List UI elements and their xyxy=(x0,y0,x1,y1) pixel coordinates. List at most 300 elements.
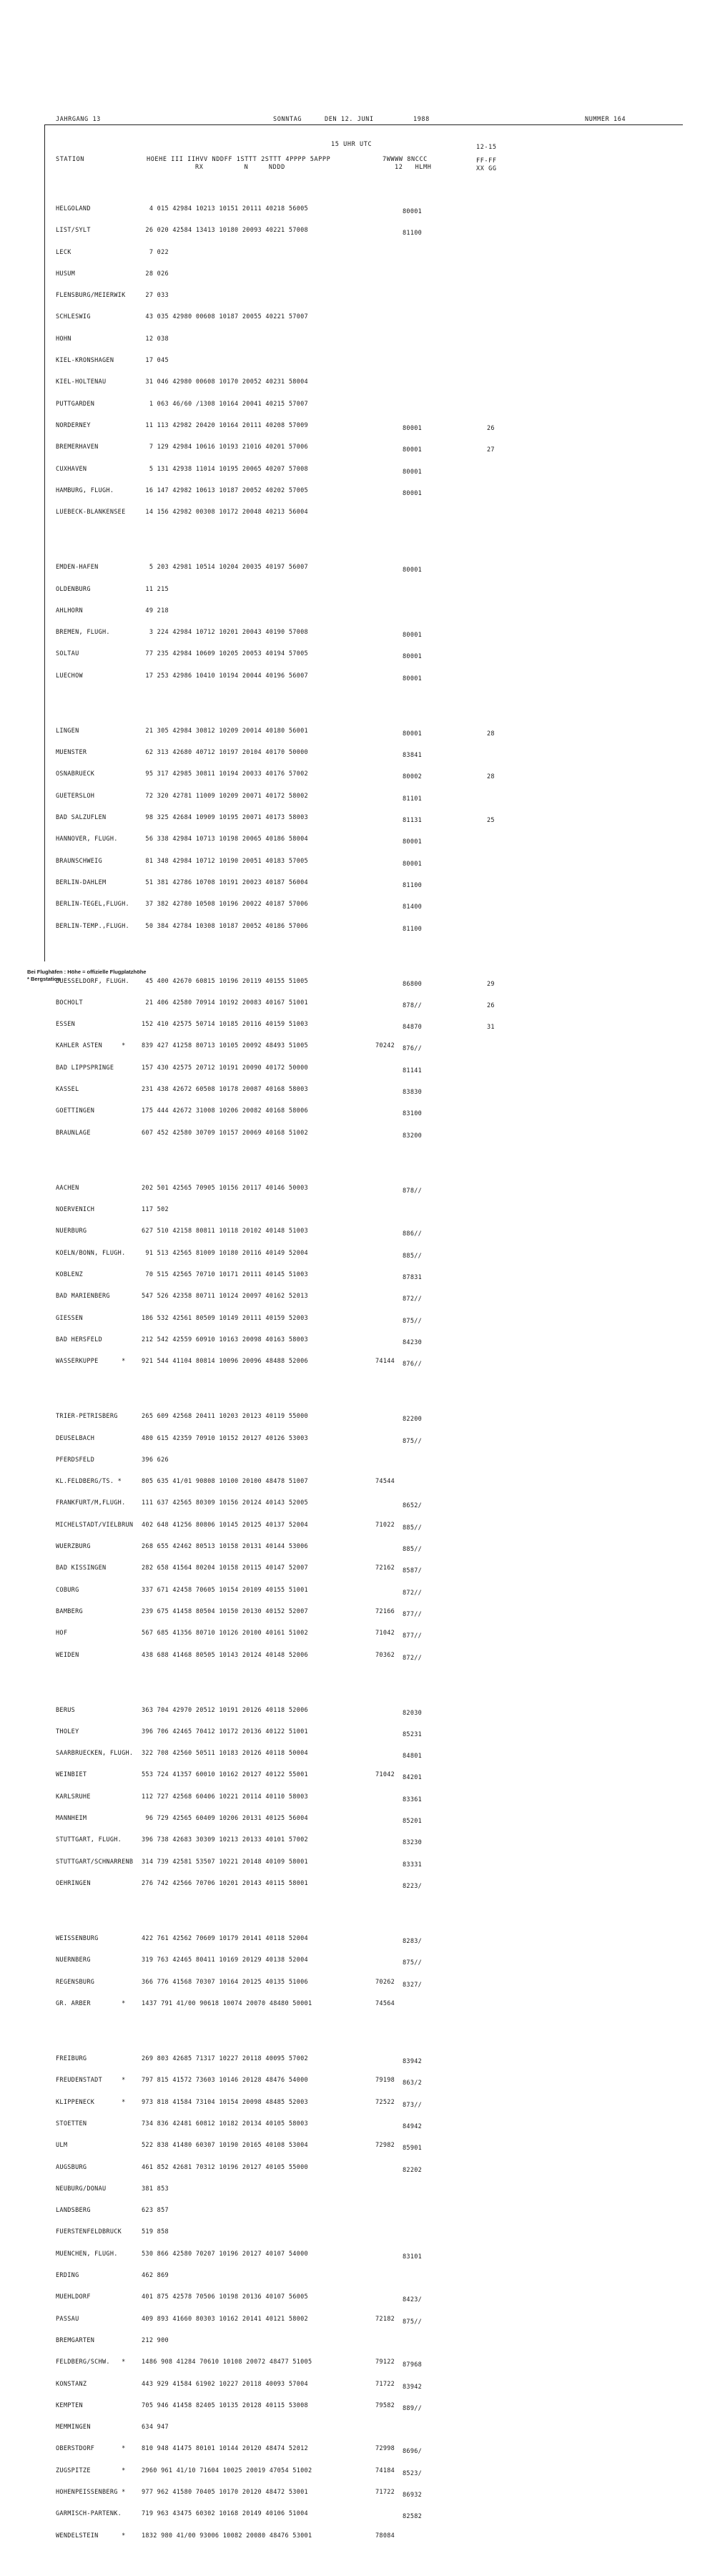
code-data: 31 046 42980 00608 10170 20052 40231 58004 xyxy=(142,378,308,386)
wwww-value xyxy=(375,1456,399,1464)
station-name: SAARBRUECKEN, FLUGH. xyxy=(56,1750,134,1758)
ff-value xyxy=(487,882,511,889)
left-border xyxy=(44,124,45,961)
nccc-value: 877// xyxy=(403,1632,423,1640)
nccc-value: 875// xyxy=(403,1959,423,1967)
ff-value xyxy=(487,381,511,388)
code-header-line2: RX N NDDD xyxy=(195,164,285,171)
nccc-group xyxy=(403,1924,426,2024)
station-name: LUECHOW xyxy=(56,672,83,680)
wwww-value xyxy=(375,2207,399,2214)
nccc-value: 84801 xyxy=(403,1753,423,1760)
wwww-value xyxy=(375,1499,399,1507)
wwww-value xyxy=(375,1957,399,1964)
wwww-value xyxy=(375,1130,399,1137)
nccc-value: 86800 xyxy=(403,980,423,988)
code-data: 797 815 41572 73603 10146 20128 48476 54000 xyxy=(142,2077,308,2085)
code-data: 977 962 41580 70405 10170 20120 48472 53001 xyxy=(142,2488,308,2496)
wwww-value xyxy=(375,1728,399,1735)
data-group xyxy=(142,1693,312,1902)
nccc-value xyxy=(403,2003,426,2010)
station-name: AACHEN xyxy=(56,1184,79,1192)
nccc-value: 87968 xyxy=(403,2361,423,2369)
data-group xyxy=(142,1170,312,1380)
nccc-value: 84870 xyxy=(403,1024,423,1032)
wwww-value: 79198 xyxy=(375,2077,395,2085)
wwww-value xyxy=(375,1185,399,1192)
wwww-value xyxy=(375,2055,399,2062)
code-data: 265 609 42568 20411 10203 20123 40119 55000 xyxy=(142,1413,308,1421)
issue-number: NUMMER 164 xyxy=(585,116,626,123)
ff-value xyxy=(487,1089,511,1096)
ff-value xyxy=(487,252,511,259)
nccc-value: 885// xyxy=(403,1252,423,1260)
wwww-value xyxy=(375,444,399,451)
station-name: NOERVENICH xyxy=(56,1206,95,1214)
wwww-value xyxy=(375,728,399,735)
nccc-value xyxy=(403,1209,426,1216)
wwww-value xyxy=(375,629,399,636)
ff-value xyxy=(487,1110,511,1117)
nccc-value xyxy=(403,511,426,519)
wwww-value xyxy=(375,2120,399,2127)
nccc-value xyxy=(403,295,426,302)
nccc-value: 83361 xyxy=(403,1796,423,1803)
station-name: KLIPPENECK * xyxy=(56,2098,126,2106)
ff-range-header: 12-15 xyxy=(476,144,497,151)
wwww-value xyxy=(375,1315,399,1322)
nccc-value: 82030 xyxy=(403,1709,423,1717)
code-data: 91 513 42565 81009 10180 20116 40149 52004 xyxy=(142,1249,308,1257)
data-group xyxy=(142,964,312,1151)
nccc-value: 80001 xyxy=(403,838,423,846)
nccc-value: 80001 xyxy=(403,653,423,661)
nccc-value xyxy=(403,273,426,280)
nccc-value xyxy=(403,2210,426,2217)
station-name: GR. ARBER * xyxy=(56,1999,126,2007)
station-name: WEIDEN xyxy=(56,1651,79,1659)
station-name: LIST/SYLT xyxy=(56,227,91,235)
wwww-value: 78084 xyxy=(375,2532,395,2540)
station-name: HAMBURG, FLUGH. xyxy=(56,486,114,494)
nccc-value: 81101 xyxy=(403,795,423,803)
station-name: ULM xyxy=(56,2142,68,2150)
wwww-value xyxy=(375,1271,399,1278)
nccc-value: 885// xyxy=(403,1546,423,1554)
station-name: GOETTINGEN xyxy=(56,1107,95,1115)
nccc-value: 80001 xyxy=(403,632,423,640)
station-name: WEISSENBURG xyxy=(56,1935,99,1943)
nccc-value: 85201 xyxy=(403,1818,423,1826)
station-name: ESSEN xyxy=(56,1021,76,1029)
nccc-value: 8327/ xyxy=(403,1981,423,1989)
wwww-group xyxy=(375,1921,399,2022)
wwww-value xyxy=(375,1935,399,1942)
station-name: HOHN xyxy=(56,335,72,343)
nccc-value: 83100 xyxy=(403,1110,423,1118)
nccc-value xyxy=(403,2535,426,2542)
ff-value xyxy=(487,752,511,759)
wwww-value xyxy=(375,1206,399,1213)
wwww-value xyxy=(375,672,399,680)
wwww-value xyxy=(375,879,399,886)
ff-value xyxy=(487,338,511,346)
wwww-value xyxy=(375,509,399,516)
ff-value xyxy=(487,903,511,911)
station-group xyxy=(56,1693,133,1902)
ff-value xyxy=(487,1132,511,1140)
wwww-value xyxy=(375,858,399,865)
nccc-value: 83101 xyxy=(403,2253,423,2261)
wwww-value: 71042 xyxy=(375,1771,395,1779)
code-data: 43 035 42980 00608 10187 20055 40221 57007 xyxy=(142,313,308,321)
wwww-value: 70242 xyxy=(375,1042,395,1050)
wwww-value xyxy=(375,1836,399,1843)
station-name: FREUDENSTADT * xyxy=(56,2077,126,2085)
ff-group xyxy=(487,552,511,697)
wwww-value xyxy=(375,586,399,593)
wwww-value xyxy=(375,2293,399,2301)
code-data: 396 738 42683 30309 10213 20133 40101 57002 xyxy=(142,1836,308,1844)
nccc-value: 872// xyxy=(403,1589,423,1597)
station-name: KIEL-HOLTENAU xyxy=(56,378,107,386)
station-name: BAD LIPPSPRINGE xyxy=(56,1064,114,1072)
data-group xyxy=(142,713,312,944)
code-data: 522 838 41480 60307 10190 20165 40108 53004 xyxy=(142,2142,308,2150)
nccc-value: 83841 xyxy=(403,752,423,760)
ff-value: 28 xyxy=(487,730,495,738)
wwww-value xyxy=(375,999,399,1007)
station-name: FREIBURG xyxy=(56,2055,87,2063)
wwww-value: 71722 xyxy=(375,2488,395,2496)
nccc-value: 80001 xyxy=(403,675,423,682)
wwww-value xyxy=(375,227,399,234)
wwww-value xyxy=(375,1250,399,1257)
nccc-value: 83331 xyxy=(403,1861,423,1869)
ff-value xyxy=(487,653,511,660)
wwww-value xyxy=(375,1435,399,1442)
wwww-value xyxy=(375,378,399,386)
code-data: 402 648 41256 80806 10145 20125 40137 52004 xyxy=(142,1521,308,1529)
ff-value: 26 xyxy=(487,424,495,432)
code-data: 4 015 42984 10213 10151 20111 40218 56005 xyxy=(142,205,308,212)
code-data: 1832 980 41/00 93006 10082 20080 48476 53001 xyxy=(142,2532,312,2540)
nccc-value: 85231 xyxy=(403,1730,423,1738)
ff-group xyxy=(487,716,511,947)
wwww-value: 72522 xyxy=(375,2098,395,2106)
ff-value xyxy=(487,861,511,868)
station-name: HOF xyxy=(56,1630,68,1637)
wwww-group xyxy=(375,1399,399,1673)
station-name: PUTTGARDEN xyxy=(56,400,95,408)
wwww-value xyxy=(375,1086,399,1093)
nccc-value: 889// xyxy=(403,2404,423,2412)
code-data: 77 235 42984 10609 10205 20053 40194 57005 xyxy=(142,650,308,658)
code-data: 11 113 42982 20420 10164 20111 40208 57009 xyxy=(142,421,308,429)
station-name: KASSEL xyxy=(56,1086,79,1094)
code-data: 363 704 42970 20512 10191 20126 40118 52006 xyxy=(142,1706,308,1714)
wwww-value: 72166 xyxy=(375,1607,395,1615)
nccc-value: 876// xyxy=(403,1361,423,1368)
wwww-value xyxy=(375,205,399,212)
station-name: KEMPTEN xyxy=(56,2401,83,2409)
wwww-value xyxy=(375,2272,399,2279)
nccc-value xyxy=(403,589,426,596)
station-name: FELDBERG/SCHW. * xyxy=(56,2359,126,2366)
station-name: PASSAU xyxy=(56,2315,79,2323)
wwww-value xyxy=(375,1336,399,1343)
ff-value xyxy=(487,795,511,803)
wwww-group xyxy=(375,964,399,1151)
code-data: 396 706 42465 70412 10172 20136 40122 51001 xyxy=(142,1728,308,1735)
nccc-value: 8283/ xyxy=(403,1938,423,1946)
code-data: 2960 961 41/10 71604 10025 20019 47054 51002 xyxy=(142,2467,312,2474)
code-data: 438 688 41468 80505 10143 20124 40148 52006 xyxy=(142,1651,308,1659)
data-group xyxy=(142,191,312,530)
year-label: 1988 xyxy=(413,116,430,123)
wwww-value xyxy=(375,749,399,756)
nccc-value: 877// xyxy=(403,1610,423,1618)
code-data: 567 685 41356 80710 10126 20100 40161 51002 xyxy=(142,1630,308,1637)
station-name: THOLEY xyxy=(56,1728,79,1735)
station-name: BREMGARTEN xyxy=(56,2336,95,2344)
wwww-value xyxy=(375,1707,399,1714)
nccc-value: 84201 xyxy=(403,1774,423,1782)
station-group xyxy=(56,964,133,1151)
nccc-value: 80001 xyxy=(403,730,423,738)
wwww-value xyxy=(375,1587,399,1594)
wwww-value xyxy=(375,336,399,343)
nccc-value: 81100 xyxy=(403,925,423,933)
station-name: WENDELSTEIN * xyxy=(56,2532,126,2540)
wwww-value: 71022 xyxy=(375,1521,395,1529)
nccc-value: 86932 xyxy=(403,2491,423,2499)
wwww-value xyxy=(375,1793,399,1801)
code-data: 634 947 xyxy=(142,2424,169,2431)
wwww-value xyxy=(375,1021,399,1028)
nccc-value: 885// xyxy=(403,1524,423,1532)
nccc-value: 878// xyxy=(403,1001,423,1009)
wwww-value: 70362 xyxy=(375,1651,395,1659)
station-name: KIEL-KRONSHAGEN xyxy=(56,357,114,365)
wwww-value: 71042 xyxy=(375,1630,395,1637)
station-name: KARLSRUHE xyxy=(56,1793,91,1801)
code-data: 17 253 42986 10410 10194 20044 40196 56007 xyxy=(142,672,308,680)
code-data: 70 515 42565 70710 10171 20111 40145 51003 xyxy=(142,1270,308,1278)
code-data: 547 526 42358 80711 10124 20097 40162 52013 xyxy=(142,1293,308,1301)
nccc-value xyxy=(403,2231,426,2238)
jahrgang-label: JAHRGANG 13 xyxy=(56,116,101,123)
nccc-group xyxy=(403,966,426,1154)
code-data: 282 658 41564 80204 10158 20115 40147 52007 xyxy=(142,1564,308,1572)
code-data: 62 313 42680 40712 10197 20104 40170 50000 xyxy=(142,749,308,757)
station-name: HELGOLAND xyxy=(56,205,91,212)
nccc-value: 863/2 xyxy=(403,2080,423,2087)
code-data: 269 803 42685 71317 10227 20118 40095 57002 xyxy=(142,2055,308,2063)
code-data: 81 348 42984 10712 10190 20051 40183 57005 xyxy=(142,857,308,865)
code-data: 627 510 42158 80811 10118 20102 40148 51003 xyxy=(142,1228,308,1235)
nccc-value xyxy=(403,338,426,346)
station-name: AHLHORN xyxy=(56,607,83,614)
nccc-value xyxy=(403,1459,426,1466)
wwww-group xyxy=(375,191,399,530)
station-name: NORDERNEY xyxy=(56,421,91,429)
code-data: 28 026 xyxy=(142,270,169,278)
ff-header-line2: XX GG xyxy=(476,165,497,172)
code-data: 112 727 42568 60406 10221 20114 40110 58003 xyxy=(142,1793,308,1801)
station-name: STUTTGART/SCHNARRENB xyxy=(56,1858,134,1866)
code-data: 553 724 41357 60010 10162 20127 40122 55001 xyxy=(142,1771,308,1779)
data-group xyxy=(142,1399,312,1673)
wwww-value xyxy=(375,2510,399,2517)
code-data: 519 858 xyxy=(142,2228,169,2236)
nccc-value xyxy=(403,403,426,411)
wwww-value xyxy=(375,270,399,278)
station-name: BAMBERG xyxy=(56,1607,83,1615)
code-data: 49 218 xyxy=(142,607,169,614)
wwww-group xyxy=(375,713,399,944)
nccc-value: 81141 xyxy=(403,1067,423,1074)
code-data: 268 655 42462 80513 10158 20131 40144 53006 xyxy=(142,1543,308,1551)
footnote-airport-height: Bei Flughäfen : Höhe = offizielle Flugplatzhöhe xyxy=(27,969,147,975)
nccc-value: 886// xyxy=(403,1230,423,1238)
station-name: BAD HERSFELD xyxy=(56,1336,103,1343)
wwww-value: 79582 xyxy=(375,2401,395,2409)
ff-value xyxy=(487,511,511,519)
station-name: OEHRINGEN xyxy=(56,1879,91,1887)
code-data: 401 875 42578 70506 10198 20136 40107 56005 xyxy=(142,2293,308,2301)
code-data: 314 739 42581 53507 10221 20148 40109 58001 xyxy=(142,1858,308,1866)
wwww-value xyxy=(375,1858,399,1866)
data-group xyxy=(142,1921,312,2022)
nccc-value: 80001 xyxy=(403,468,423,476)
wwww-value xyxy=(375,401,399,408)
wwww-value xyxy=(375,2424,399,2431)
nccc-value xyxy=(403,1481,426,1488)
code-data: 973 818 41584 73104 10154 20098 48485 52003 xyxy=(142,2098,308,2106)
nccc-value: 8423/ xyxy=(403,2296,423,2304)
station-name: NUERBURG xyxy=(56,1228,87,1235)
code-data: 95 317 42985 30811 10194 20033 40176 57002 xyxy=(142,770,308,778)
nccc-value xyxy=(403,252,426,259)
station-name: OLDENBURG xyxy=(56,585,91,593)
nccc-value: 873// xyxy=(403,2101,423,2109)
top-rule xyxy=(44,124,683,125)
wwww-value xyxy=(375,1815,399,1822)
station-name: ERDING xyxy=(56,2272,79,2280)
code-data-column xyxy=(142,177,312,2573)
station-name: SOLTAU xyxy=(56,650,79,658)
station-name: KL.FELDBERG/TS. * xyxy=(56,1478,122,1486)
code-data: 480 615 42359 70910 10152 20127 40126 53003 xyxy=(142,1434,308,1442)
ff-value xyxy=(487,469,511,476)
wwww-group xyxy=(375,549,399,694)
station-name: STOETTEN xyxy=(56,2120,87,2127)
ff-value xyxy=(487,230,511,237)
wwww-value xyxy=(375,564,399,571)
nccc-group xyxy=(403,194,426,533)
code-data: 212 542 42559 60910 10163 20098 40163 58003 xyxy=(142,1336,308,1343)
wwww-value xyxy=(375,923,399,930)
code-data: 623 857 xyxy=(142,2207,169,2215)
date-label: DEN 12. JUNI xyxy=(325,116,374,123)
nccc-group xyxy=(403,1173,426,1383)
code-data: 5 131 42938 11014 10195 20065 40207 57008 xyxy=(142,465,308,473)
station-name: LUEBECK-BLANKENSEE xyxy=(56,509,126,516)
nccc-value: 80001 xyxy=(403,424,423,432)
code-data: 96 729 42565 60409 10206 20131 40125 56004 xyxy=(142,1815,308,1823)
ff-value xyxy=(487,273,511,280)
wwww-value xyxy=(375,313,399,320)
nccc-value: 80001 xyxy=(403,567,423,574)
wwww-value xyxy=(375,1543,399,1550)
nccc-value xyxy=(403,2340,426,2347)
nccc-value: 83830 xyxy=(403,1089,423,1097)
wwww-value: 70262 xyxy=(375,1978,395,1986)
nccc-value: 82202 xyxy=(403,2166,423,2174)
wwww-value xyxy=(375,978,399,985)
wwww-value: 74564 xyxy=(375,1999,395,2007)
station-name: BREMERHAVEN xyxy=(56,444,99,451)
wwww-value xyxy=(375,836,399,843)
code-data: 175 444 42672 31008 10206 20082 40168 58006 xyxy=(142,1107,308,1115)
station-name: BERUS xyxy=(56,1706,76,1714)
station-name: COBURG xyxy=(56,1586,79,1594)
station-name: WEINBIET xyxy=(56,1771,87,1779)
ff-value xyxy=(487,490,511,497)
nccc-group xyxy=(403,716,426,947)
ff-group xyxy=(487,966,511,1154)
code-data: 239 675 41458 80504 10150 20130 40152 52007 xyxy=(142,1607,308,1615)
nccc-value xyxy=(403,2426,426,2434)
code-data: 14 156 42982 00308 10172 20048 40213 56004 xyxy=(142,509,308,516)
wwww-value: 72982 xyxy=(375,2142,395,2150)
station-name: DEUSELBACH xyxy=(56,1434,95,1442)
nccc-value: 8523/ xyxy=(403,2469,423,2477)
code-data: 805 635 41/01 90808 10100 20100 48478 51007 xyxy=(142,1478,308,1486)
station-name: MEMMINGEN xyxy=(56,2424,91,2431)
data-group xyxy=(142,549,312,694)
nccc-value xyxy=(403,610,426,617)
nccc-value xyxy=(403,381,426,388)
nccc-value: 82582 xyxy=(403,2513,423,2521)
code-data: 16 147 42982 10613 10187 20052 40202 57005 xyxy=(142,486,308,494)
code-data: 1437 791 41/00 90618 10074 20070 48480 50001 xyxy=(142,1999,312,2007)
station-name: MICHELSTADT/VIELBRUN xyxy=(56,1521,134,1529)
code-data: 152 410 42575 50714 10185 20116 40159 51003 xyxy=(142,1021,308,1029)
nccc-value: 876// xyxy=(403,1045,423,1053)
nccc-group xyxy=(403,2044,426,2557)
code-data: 530 866 42580 70207 10196 20127 40107 54000 xyxy=(142,2250,308,2258)
wwww-header-line2: 12 HLMH xyxy=(395,164,432,171)
code-header-line1: HOEHE III IIHVV NDDFF 1STTT 2STTT 4PPPP 5APPP xyxy=(147,156,331,163)
wwww-value: 72162 xyxy=(375,1564,395,1572)
ff-value: 29 xyxy=(487,980,495,988)
code-data: 396 626 xyxy=(142,1456,169,1464)
station-group xyxy=(56,1170,133,1380)
station-name: BRAUNSCHWEIG xyxy=(56,857,103,865)
station-name: LINGEN xyxy=(56,727,79,735)
station-name: HANNOVER, FLUGH. xyxy=(56,836,118,843)
code-data: 111 637 42565 80309 10156 20124 40143 52005 xyxy=(142,1499,308,1507)
nccc-value: 872// xyxy=(403,1296,423,1303)
nccc-value: 83942 xyxy=(403,2058,423,2066)
nccc-group xyxy=(403,1401,426,1676)
code-data: 117 502 xyxy=(142,1206,169,1214)
station-name: REGENSBURG xyxy=(56,1978,95,1986)
station-name: BAD MARIENBERG xyxy=(56,1293,110,1301)
nccc-value: 8652/ xyxy=(403,1502,423,1510)
